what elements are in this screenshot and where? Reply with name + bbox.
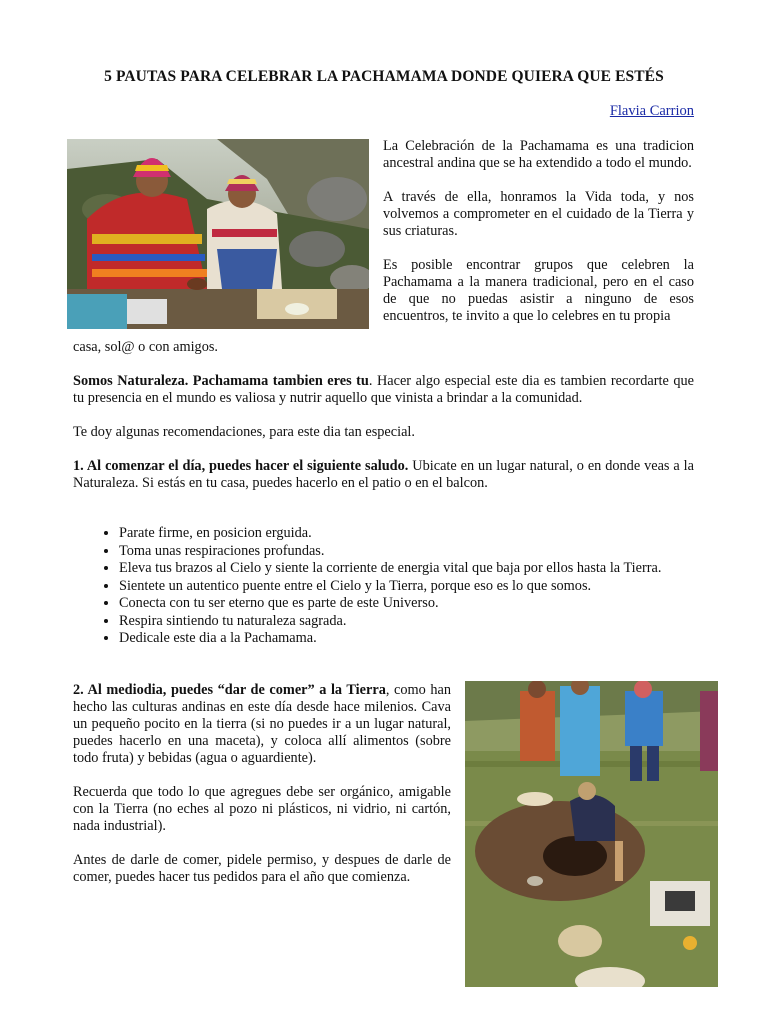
step-2-organic-paragraph: Recuerda que todo lo que agregues debe ser orgánico, amigable con la Tierra (no eches al pozo ni plásticos, ni vidrio, ni cartón, nada industrial). <box>73 784 451 834</box>
step-2-heading: 2. Al mediodia, puedes “dar de comer” a la Tierra <box>73 682 386 698</box>
step-1-paragraph <box>73 458 694 492</box>
list-item: • Dedicale este dia a la Pachamama. <box>119 630 694 648</box>
step-2-text: , como han hecho las culturas andinas en este día desde hace milenios. Cava un pequeño pocito en la tierra (si no puedes ir a un lugar natural, puedes hacerlo en una maceta), y coloca allí alimentos (sobre todo fruta) y bebidas (agua o aguardiente). <box>73 682 451 766</box>
list-item: • Parate firme, en posicion erguida. <box>119 525 694 543</box>
author-link[interactable]: Flavia Carrion <box>609 103 694 119</box>
photo-andean-ceremony-illustration <box>67 139 369 329</box>
greeting-steps-list <box>73 525 694 648</box>
step-1-heading: 1. Al comenzar el día, puedes hacer el siguiente saludo. <box>73 458 409 474</box>
intro-paragraph-3: Es posible encontrar grupos que celebren la Pachamama a la manera tradicional, pero en el caso de que no puedas asistir a ninguno de esos encuentros, te invito a que lo celebres en tu propia <box>383 257 694 324</box>
list-item: • Toma unas respiraciones profundas. <box>119 543 694 561</box>
list-item: • Respira sintiendo tu naturaleza sagrada. <box>119 613 694 631</box>
intro-text <box>383 138 694 325</box>
step-2-section <box>73 682 451 903</box>
list-item: • Eleva tus brazos al Cielo y siente la corriente de energia vital que baja por ellos hasta la Tierra. <box>119 560 694 578</box>
intro-paragraph-1: La Celebración de la Pachamama es una tradicion ancestral andina que se ha extendido a todo el mundo. <box>383 138 694 171</box>
naturaleza-paragraph <box>73 373 694 407</box>
list-item: • Sientete un autentico puente entre el Cielo y la Tierra, porque eso es lo que somos. <box>119 578 694 596</box>
intro-paragraph-3-tail: casa, sol@ o con amigos. <box>73 339 218 355</box>
recomendaciones-paragraph: Te doy algunas recomendaciones, para este dia tan especial. <box>73 424 415 440</box>
step-2-permission-paragraph: Antes de darle de comer, pidele permiso, y despues de darle de comer, puedes hacer tus pedidos para el año que comienza. <box>73 852 451 885</box>
photo-offering-pit <box>465 681 718 987</box>
intro-paragraph-2: A través de ella, honramos la Vida toda, y nos volvemos a comprometer en el cuidado de la Tierra y sus criaturas. <box>383 189 694 239</box>
page-title: 5 PAUTAS PARA CELEBRAR LA PACHAMAMA DONDE QUIERA QUE ESTÉS <box>104 68 664 85</box>
naturaleza-text: . Hacer algo especial este dia es tambien recordarte que tu presencia en el mundo es valiosa y nutrir aquello que vinista a brindar a la comunidad. <box>73 373 694 406</box>
list-item: • Conecta con tu ser eterno que es parte de este Universo. <box>119 595 694 613</box>
naturaleza-bold: Somos Naturaleza. Pachamama tambien eres tu <box>73 373 369 389</box>
photo-andean-ceremony <box>67 139 369 329</box>
step-2-paragraph <box>73 682 451 767</box>
photo-offering-pit-illustration <box>465 681 718 987</box>
body-section <box>73 373 694 509</box>
step-1-text: Ubicate en un lugar natural, o en donde veas a la Naturaleza. Si estás en tu casa, puedes hacerlo en el patio o en el balcon. <box>73 458 694 491</box>
